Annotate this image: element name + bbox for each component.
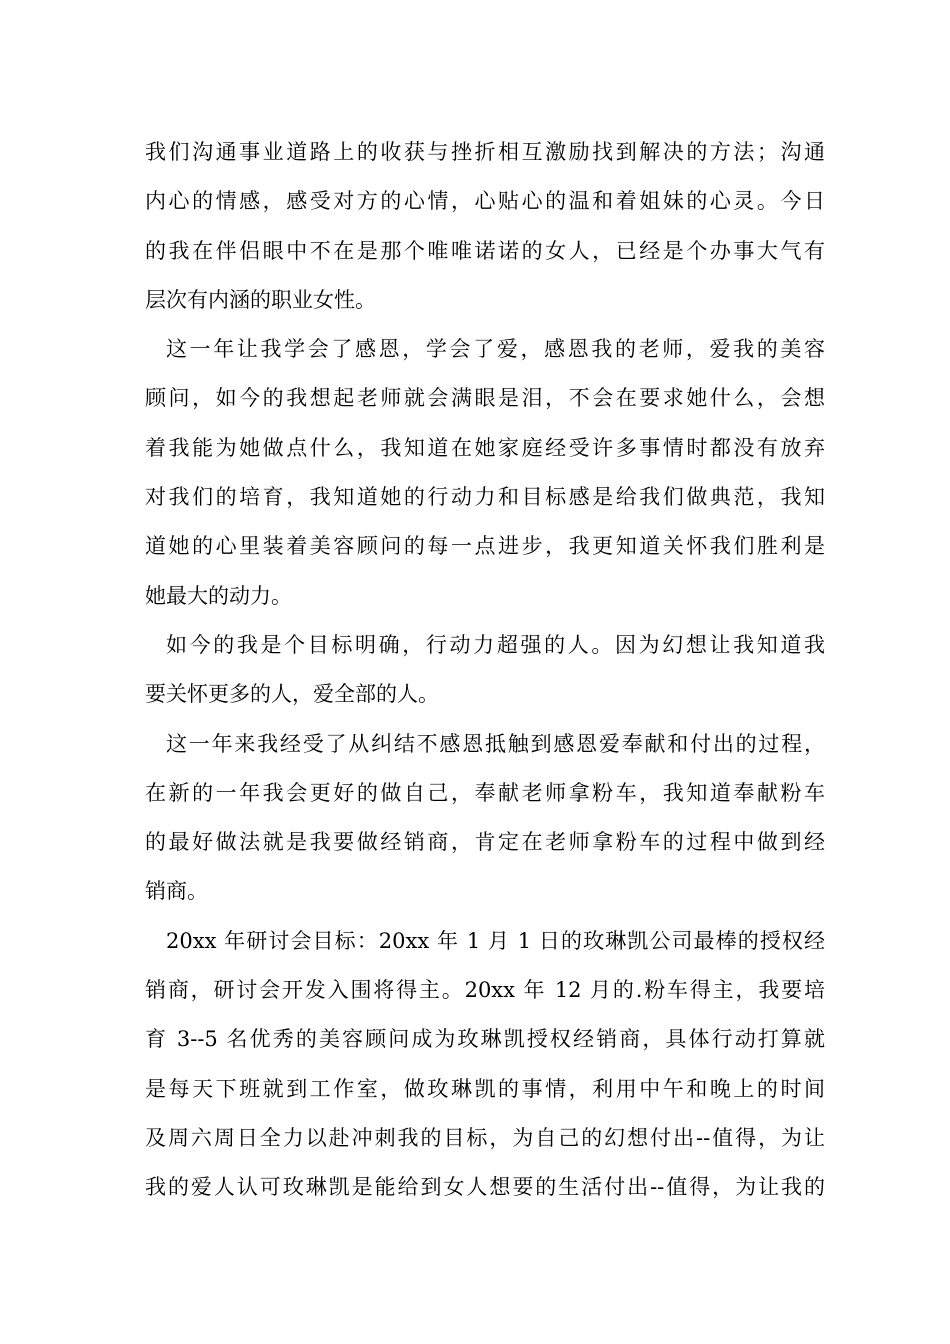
text-line: 在新的一年我会更好的做自己，奉献老师拿粉车，我知道奉献粉车 — [145, 780, 825, 805]
text-line: 顾问，如今的我想起老师就会满眼是泪，不会在要求她什么，会想 — [145, 386, 825, 411]
text-line: 我们沟通事业道路上的收获与挫折相互激励找到解决的方法；沟通 — [145, 140, 825, 164]
document-body — [145, 128, 825, 1213]
text-line: 层次有内涵的职业女性。 — [145, 287, 376, 312]
text-line: 销商。 — [145, 879, 208, 904]
text-line: 要关怀更多的人，爱全部的人。 — [145, 682, 439, 707]
text-line: 这一年让我学会了感恩，学会了爱，感恩我的老师，爱我的美容 — [166, 337, 825, 362]
text-line: 是每天下班就到工作室，做玫琳凯的事情，利用中午和晚上的时间 — [145, 1076, 825, 1101]
text-line: 道她的心里装着美容顾问的每一点进步，我更知道关怀我们胜利是 — [145, 534, 825, 559]
text-line: 及周六周日全力以赴冲刺我的目标，为自己的幻想付出--值得，为让 — [145, 1125, 825, 1150]
text-line: 这一年来我经受了从纠结不感恩抵触到感恩爱奉献和付出的过程， — [166, 731, 825, 756]
text-line: 对我们的培育，我知道她的行动力和目标感是给我们做典范，我知 — [145, 485, 825, 510]
text-line: 她最大的动力。 — [145, 583, 292, 608]
text-line: 如今的我是个目标明确，行动力超强的人。因为幻想让我知道我 — [166, 632, 825, 657]
text-line: 我的爱人认可玫琳凯是能给到女人想要的生活付出--值得，为让我的 — [145, 1175, 825, 1200]
text-line: 的最好做法就是我要做经销商，肯定在老师拿粉车的过程中做到经 — [145, 830, 825, 855]
text-line: 内心的情感，感受对方的心情，心贴心的温和着姐妹的心灵。今日 — [145, 189, 825, 214]
text-line: 20xx 年研讨会目标：20xx 年 1 月 1 日的玫琳凯公司最棒的授权经 — [166, 928, 825, 953]
text-line: 的我在伴侣眼中不在是那个唯唯诺诺的女人，已经是个办事大气有 — [145, 238, 825, 263]
text-line: 着我能为她做点什么，我知道在她家庭经受许多事情时都没有放弃 — [145, 435, 825, 460]
text-line: 销商，研讨会开发入围将得主。20xx 年 12 月的.粉车得主，我要培 — [145, 978, 825, 1003]
text-line: 育 3--5 名优秀的美容顾问成为玫琳凯授权经销商，具体行动打算就 — [145, 1027, 825, 1052]
